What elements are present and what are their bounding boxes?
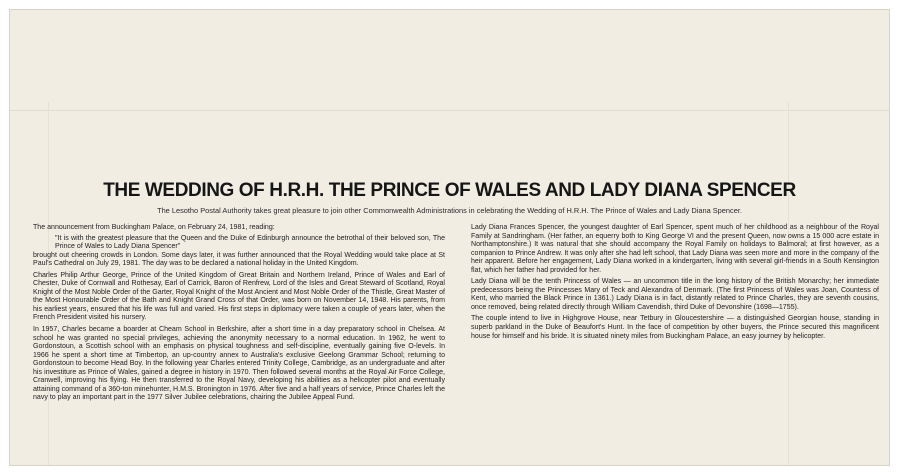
highgrove-paragraph: The couple intend to live in Highgrove House, near Tetbury in Gloucestershire — a distinguished Georgian house, standing in superb parkland in the Duke of Beaufort's Hunt. In the face of competition by other buyers, the Prince secured this magnificent house for himself and his bride. It is situated ninety miles from Buckingham Palace, an easy journey by helicopter.: [471, 315, 879, 340]
announcement-quote: "It is with the greatest pleasure that the Queen and the Duke of Edinburgh announce the betrothal of their beloved son, The Prince of Wales to Lady Diana Spencer": [55, 234, 445, 251]
princess-title-paragraph: Lady Diana will be the tenth Princess of Wales — an uncommon title in the long history of the British Monarchy; her immediate predecessors being the Princesses Mary of Teck and Alexandra of Denmark. (The first Princess of Wales was Joan, Countess of Kent, who married the Black Prince in 1361.) Lady Diana is in fact, distantly related to Prince Charles, they are seventh cousins, once removed, being related directly through William Cavendish, third Duke of Devonshire (1698—1755).: [471, 278, 879, 311]
document-subtitle: The Lesotho Postal Authority takes great pleasure to join other Commonwealth Administrations in celebrating the Wedding of H.R.H. The Prince of Wales and Lady Diana Spencer.: [157, 206, 742, 215]
prince-biography-paragraph: Charles Philip Arthur George, Prince of the United Kingdom of Great Britain and Northern Ireland, Prince of Wales and Earl of Chester, Duke of Cornwall and Rothesay, Earl of Carrick, Baron of Renfrew, Lord of the Isles and Great Steward of Scotland, Royal Knight of the Most Noble Order of the Garter, Royal Knight of the Most Ancient and Most Noble Order of the Thistle, Great Master of the Most Honourable Order of the Bath and Knight Grand Cross of that Order, was born on November 14, 1948. His parents, from his earliest years, ensured that his life was full and varied. His first steps in diplomacy were taken a couple of years later, when the French President visited his nursery.: [33, 271, 445, 322]
diana-biography-paragraph: Lady Diana Frances Spencer, the youngest daughter of Earl Spencer, spent much of her childhood as a neighbour of the Royal Family at Sandringham. (Her father, an equerry both to King George VI and the present Queen, now owns a 15 000 acre estate in Northamptonshire.) It was natural that she should accompany the Royal Family on holidays to Balmoral; at first however, as a companion to Prince Andrew. It was only after she had left school, that Lady Diana was seen more and more in the company of the heir apparent. Before her engagement, Lady Diana worked in a kindergarten, living with several girl-friends in a South Kensington flat, which her father had provided for her.: [471, 224, 879, 274]
right-column: [471, 224, 879, 344]
document-title: THE WEDDING OF H.R.H. THE PRINCE OF WALES AND LADY DIANA SPENCER: [103, 180, 796, 201]
announcement-followup: brought out cheering crowds in London. Some days later, it was further announced that the Royal Wedding would take place at St Paul's Cathedral on July 29, 1981. The day was to be declared a national holiday in the United Kingdom.: [33, 251, 445, 268]
left-column: [33, 224, 445, 406]
envelope-back: [9, 9, 890, 466]
prince-education-paragraph: In 1957, Charles became a boarder at Cheam School in Berkshire, after a short time in a day preparatory school in Chelsea. At school he was granted no special privileges, achieving the anonymity necessary to a normal education. In 1962, he went to Gordonstoun, a Scottish school with an emphasis on physical toughness and self-discipline, eventually gaining five O-levels. In 1966 he spent a short time at Timbertop, an up-country annex to Australia's exclusive Geelong Grammar School; returning to Gordonstoun to become Head Boy. In the following year Charles entered Trinity College, Cambridge, as an undergraduate and after his investiture as Prince of Wales, gained a degree in history in 1970. Then followed several months at the Royal Air Force College, Cranwell, improving his flying. He then transferred to the Royal Navy, developing his abilities as a helicopter pilot and eventually attaining command of a 360-ton minehunter, H.M.S. Bronington in 1976. After five and a half years of service, Prince Charles left the navy to play an important part in the 1977 Silver Jubilee celebrations, chairing the Jubilee Appeal Fund.: [33, 326, 445, 402]
flap-fold-line: [10, 110, 889, 111]
announcement-intro: The announcement from Buckingham Palace, on February 24, 1981, reading:: [33, 224, 275, 231]
